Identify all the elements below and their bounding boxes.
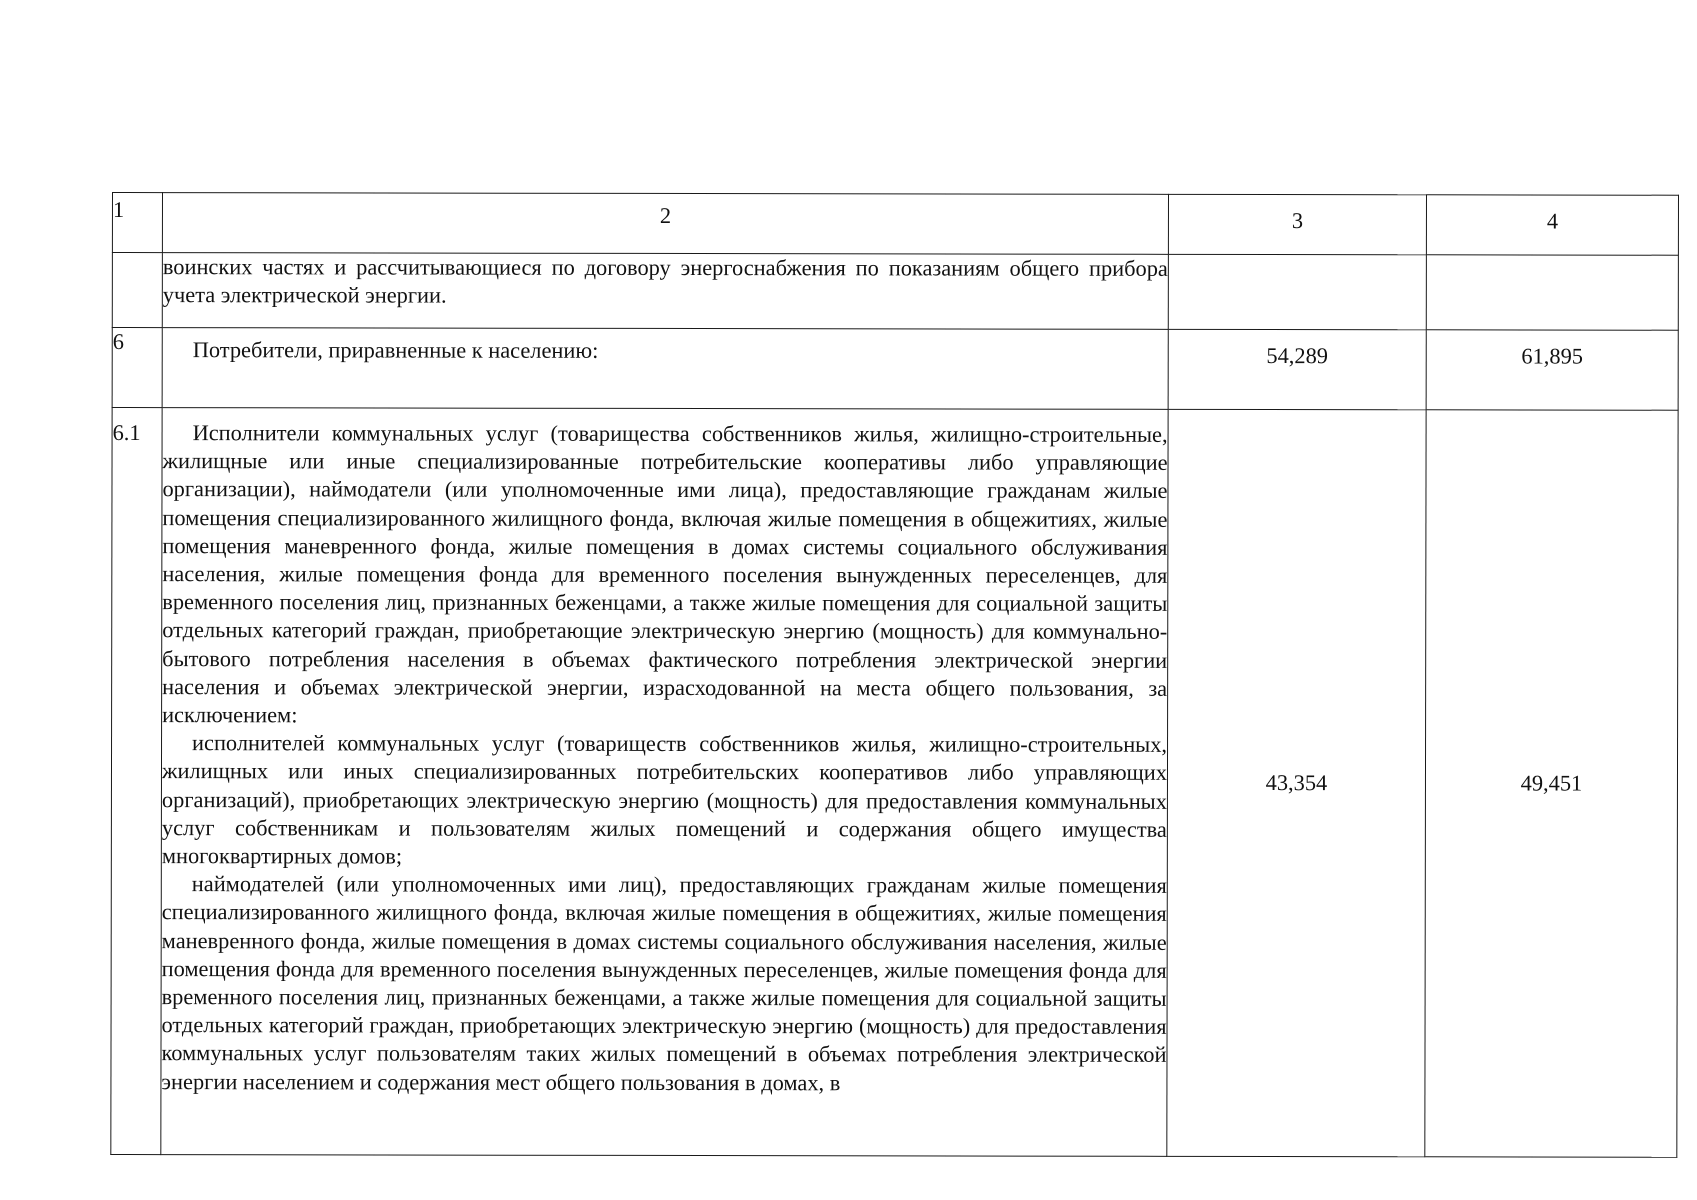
row-6-1-value-col-4: 49,451 (1425, 410, 1678, 1157)
row-description-cell (162, 253, 1168, 330)
header-col-1: 1 (112, 193, 162, 253)
row-description-cell (162, 328, 1168, 410)
header-col-3: 3 (1168, 194, 1426, 254)
table-row-6 (112, 328, 1678, 411)
continuation-text: воинских частях и рассчитывающиеся по договору энергоснабжения по показаниям общего прибора учета электрической энергии. (162, 254, 1168, 308)
row-description-cell (161, 408, 1168, 1157)
table-row-continuation (112, 253, 1678, 331)
row-6-value-col-4: 61,895 (1426, 330, 1678, 410)
row-number-cell (112, 253, 162, 328)
row-6-1-paragraph-1: Исполнители коммунальных услуг (товарищества собственников жилья, жилищно-строительные, жилищные или иные специализированные потребительские кооперативы либо управляющие организации), наймодатели (или уполномоченные ими лица), предоставляющие гражданам жилые помещения специализированного жилищного фонда, включая жилые помещения в общежитиях, жилые помещения маневренного фонда, жилые помещения в домах системы социального обслуживания населения, жилые помещения фонда для временного поселения вынужденных переселенцев, для временного поселения лиц, признанных беженцами, а также жилые помещения для социальной защиты отдельных категорий граждан, приобретающие электрическую энергию (мощность) для коммунально-бытового потребления населения в объемах фактического потребления электрической энергии населения и объемах электрической энергии, израсходованной на места общего пользования, за исключением: (162, 420, 1168, 728)
row-value-col-4 (1426, 255, 1678, 330)
header-col-2: 2 (162, 193, 1168, 255)
table-header-row (112, 193, 1678, 256)
table-row-6-1 (111, 408, 1678, 1158)
header-col-4: 4 (1426, 195, 1678, 255)
row-number-cell: 6.1 (111, 408, 162, 1155)
row-6-text: Потребители, приравненные к населению: (192, 337, 599, 363)
row-6-value-col-3: 54,289 (1168, 329, 1426, 409)
row-number-cell: 6 (112, 328, 162, 408)
tariff-table (110, 192, 1679, 1158)
row-value-col-3 (1168, 254, 1426, 329)
row-6-1-paragraph-2: исполнителей коммунальных услуг (товариществ собственников жилья, жилищно-строительных, жилищных или иных специализированных потребительских кооперативов либо управляющих организаций), приобретающих электрическую энергию (мощность) для предоставления коммунальных услуг собственникам и пользователям жилых помещений и содержания общего имущества многоквартирных домов; (161, 730, 1168, 869)
row-6-1-value-col-3: 43,354 (1167, 409, 1426, 1156)
row-6-1-paragraph-3: наймодателей (или уполномоченных ими лиц), предоставляющих гражданам жилые помещения специализированного жилищного фонда, включая жилые помещения в общежитиях, жилые помещения маневренного фонда, жилые помещения в домах системы социального обслуживания населения, жилые помещения фонда для временного поселения вынужденных переселенцев, жилые помещения фонда для временного поселения лиц, признанных беженцами, а также жилые помещения для социальной защиты отдельных категорий граждан, приобретающих электрическую энергию (мощность) для предоставления коммунальных услуг пользователям таких жилых помещений в объемах потребления электрической энергии населением и содержания мест общего пользования в домах, в (161, 871, 1167, 1095)
